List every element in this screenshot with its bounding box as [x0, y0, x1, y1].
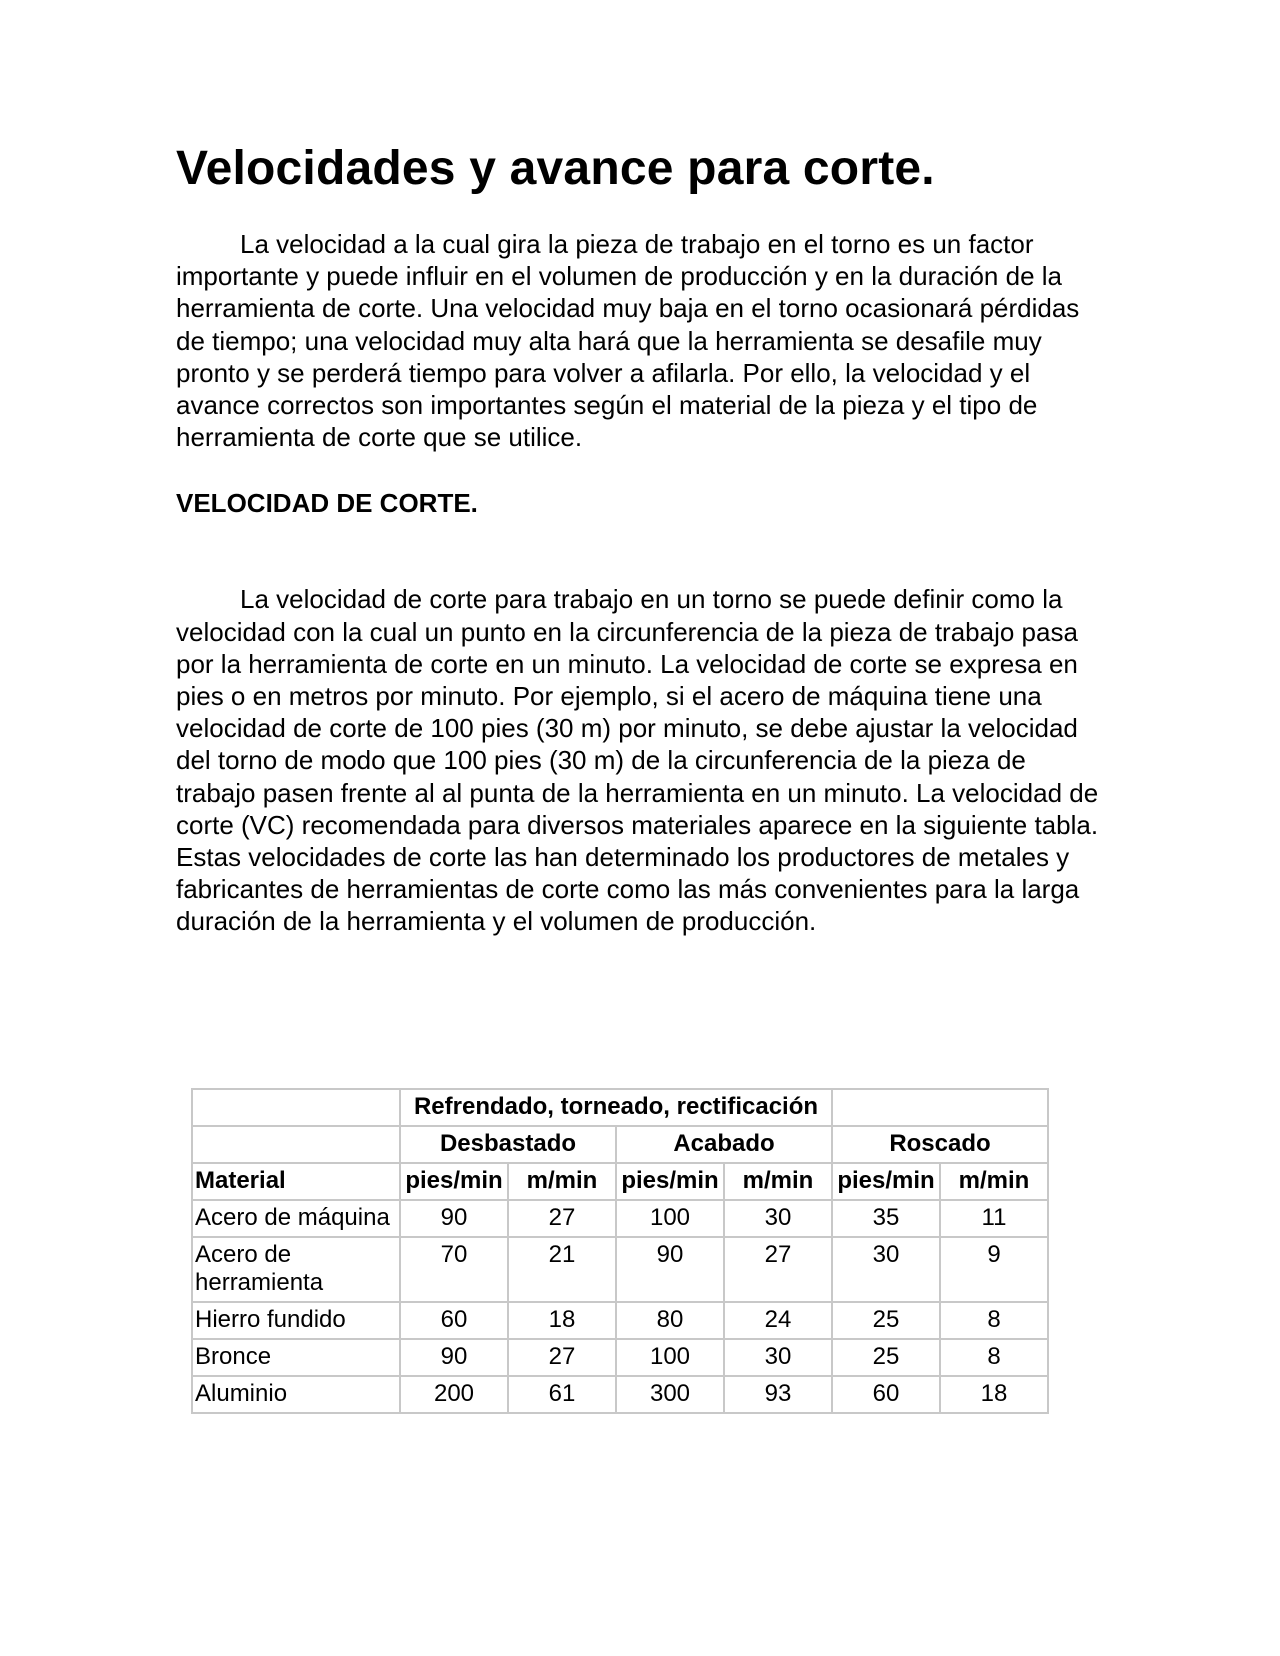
unit-header: pies/min — [617, 1164, 725, 1201]
document-page — [176, 140, 1106, 938]
operation-header-roscado: Roscado — [833, 1127, 1049, 1164]
unit-header: pies/min — [833, 1164, 941, 1201]
table-row — [193, 1340, 1049, 1377]
value-cell: 90 — [617, 1238, 725, 1303]
material-cell: Acero de máquina — [193, 1201, 401, 1238]
value-cell: 35 — [833, 1201, 941, 1238]
page-title: Velocidades y avance para corte. — [176, 142, 935, 195]
material-cell: Aluminio — [193, 1377, 401, 1414]
group-header-cell: Refrendado, torneado, rectificación — [401, 1090, 833, 1127]
value-cell: 8 — [941, 1303, 1049, 1340]
value-cell: 30 — [725, 1340, 833, 1377]
value-cell: 61 — [509, 1377, 617, 1414]
table-header-row-operations — [193, 1127, 1049, 1164]
unit-header: m/min — [941, 1164, 1049, 1201]
section-paragraph: La velocidad de corte para trabajo en un torno se puede definir como la velocidad con la cual un punto en la circunferencia de la pieza de trabajo pasa por la herramienta de corte en un minuto. La velocidad de corte se expresa en pies o en metros por minuto. Por ejemplo, si el acero de máquina tiene una velocidad de corte de 100 pies (30 m) por minuto, se debe ajustar la velocidad del torno de modo que 100 pies (30 m) de la circunferencia de la pieza de trabajo pasen frente al al punta de la herramienta en un minuto. La velocidad de corte (VC) recomendada para diversos materiales aparece en la siguiente tabla. Estas velocidades de corte las han determinado los productores de metales y fabricantes de herramientas de corte como las más convenientes para la larga duración de la herramienta y el volumen de producción. — [176, 584, 1099, 937]
value-cell: 60 — [833, 1377, 941, 1414]
value-cell: 60 — [401, 1303, 509, 1340]
table-header-row-group — [193, 1090, 1049, 1127]
cutting-speed-table — [191, 1088, 1049, 1414]
value-cell: 24 — [725, 1303, 833, 1340]
cutting-speed-table-wrapper — [191, 1088, 1049, 1414]
value-cell: 25 — [833, 1340, 941, 1377]
value-cell: 8 — [941, 1340, 1049, 1377]
table-row — [193, 1238, 1049, 1303]
material-cell: Bronce — [193, 1340, 401, 1377]
value-cell: 70 — [401, 1238, 509, 1303]
operation-header-desbastado: Desbastado — [401, 1127, 617, 1164]
value-cell: 27 — [509, 1201, 617, 1238]
value-cell: 11 — [941, 1201, 1049, 1238]
value-cell: 18 — [509, 1303, 617, 1340]
operation-header-acabado: Acabado — [617, 1127, 833, 1164]
section-heading: VELOCIDAD DE CORTE. — [176, 488, 478, 519]
intro-paragraph: La velocidad a la cual gira la pieza de trabajo en el torno es un factor importante y puede influir en el volumen de producción y en la duración de la herramienta de corte. Una velocidad muy baja en el torno ocasionará pérdidas de tiempo; una velocidad muy alta hará que la herramienta se desafile muy pronto y se perderá tiempo para volver a afilarla. Por ello, la velocidad y el avance correctos son importantes según el material de la pieza y el tipo de herramienta de corte que se utilice. — [176, 229, 1080, 453]
table-header-empty — [833, 1090, 1049, 1127]
material-header: Material — [193, 1164, 401, 1201]
value-cell: 27 — [725, 1238, 833, 1303]
value-cell: 80 — [617, 1303, 725, 1340]
table-header-row-units — [193, 1164, 1049, 1201]
unit-header: pies/min — [401, 1164, 509, 1201]
value-cell: 30 — [833, 1238, 941, 1303]
unit-header: m/min — [509, 1164, 617, 1201]
material-cell: Acero de herramienta — [193, 1238, 401, 1303]
value-cell: 90 — [401, 1201, 509, 1238]
value-cell: 25 — [833, 1303, 941, 1340]
table-header-empty — [193, 1127, 401, 1164]
value-cell: 300 — [617, 1377, 725, 1414]
value-cell: 21 — [509, 1238, 617, 1303]
material-cell: Hierro fundido — [193, 1303, 401, 1340]
value-cell: 93 — [725, 1377, 833, 1414]
value-cell: 27 — [509, 1340, 617, 1377]
unit-header: m/min — [725, 1164, 833, 1201]
table-row — [193, 1201, 1049, 1238]
value-cell: 18 — [941, 1377, 1049, 1414]
table-header-empty — [193, 1090, 401, 1127]
value-cell: 100 — [617, 1201, 725, 1238]
value-cell: 200 — [401, 1377, 509, 1414]
value-cell: 9 — [941, 1238, 1049, 1303]
value-cell: 90 — [401, 1340, 509, 1377]
value-cell: 30 — [725, 1201, 833, 1238]
table-row — [193, 1303, 1049, 1340]
table-row — [193, 1377, 1049, 1414]
value-cell: 100 — [617, 1340, 725, 1377]
